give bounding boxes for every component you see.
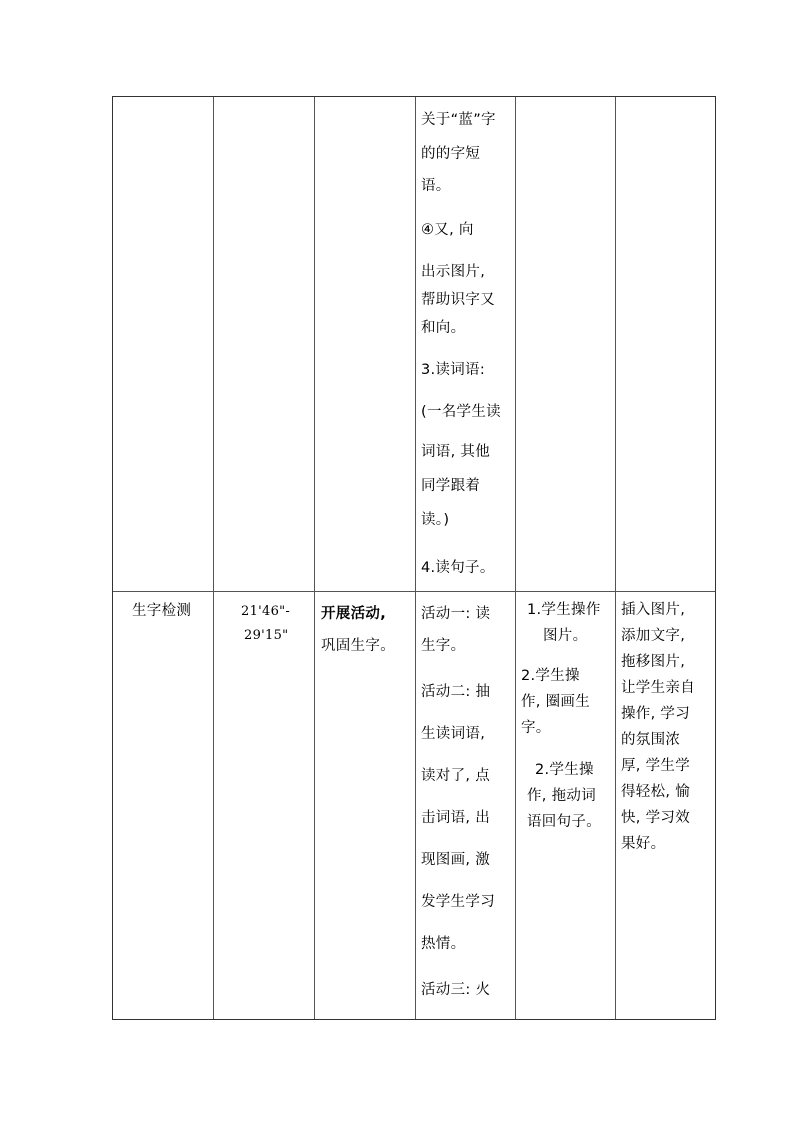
cell-text: 生字检测: [132, 603, 192, 619]
lesson-plan-table: [112, 96, 716, 1020]
cell-text: (一名学生读: [421, 404, 501, 420]
column-divider: [515, 97, 516, 1019]
cell-text: 4.读句子。: [421, 560, 495, 576]
cell-text: 帮助识字又: [421, 292, 495, 308]
cell-text: 语回句子。: [527, 814, 601, 830]
cell-text: 果好。: [621, 836, 666, 852]
cell-text: 的的字短: [421, 146, 481, 162]
cell-text: 活动二: 抽: [421, 684, 491, 700]
cell-text: 活动一: 读: [421, 606, 491, 622]
cell-text: 开展活动,: [321, 606, 387, 622]
cell-text: 字。: [521, 720, 551, 736]
cell-text: 关于“蓝”字: [421, 112, 496, 128]
cell-text: 出示图片,: [421, 264, 486, 280]
cell-text: 1.学生操作: [527, 602, 601, 618]
cell-text: 作, 拖动词: [527, 788, 597, 804]
cell-text: 21'46"-: [241, 604, 291, 619]
cell-text: 发学生学习: [421, 894, 495, 910]
cell-text: 作, 圈画生: [521, 694, 591, 710]
cell-text: 生读词语,: [421, 726, 486, 742]
row-divider: [113, 591, 715, 592]
column-divider: [415, 97, 416, 1019]
cell-text: 巩固生字。: [321, 638, 395, 654]
cell-text: 2.学生操: [535, 762, 594, 778]
cell-text: 拖移图片,: [621, 654, 686, 670]
cell-text: 读对了, 点: [421, 768, 491, 784]
cell-text: 和向。: [421, 320, 466, 336]
cell-text: 语。: [421, 178, 451, 194]
column-divider: [314, 97, 315, 1019]
cell-text: 击词语, 出: [421, 810, 491, 826]
cell-text: 得轻松, 愉: [621, 784, 691, 800]
column-divider: [213, 97, 214, 1019]
cell-text: 添加文字,: [621, 628, 686, 644]
cell-text: 操作, 学习: [621, 706, 691, 722]
cell-text: 活动三: 火: [421, 982, 491, 998]
cell-text: 快, 学习效: [621, 810, 691, 826]
cell-text: 插入图片,: [621, 602, 686, 618]
cell-text: 厚, 学生学: [621, 758, 691, 774]
cell-text: 热情。: [421, 936, 466, 952]
cell-text: ④又, 向: [421, 222, 474, 238]
cell-text: 让学生亲自: [621, 680, 695, 696]
cell-text: 读。): [421, 512, 450, 528]
cell-text: 2.学生操: [521, 668, 580, 684]
column-divider: [615, 97, 616, 1019]
cell-text: 生字。: [421, 638, 466, 654]
cell-text: 同学跟着: [421, 478, 481, 494]
cell-text: 图片。: [543, 628, 588, 644]
cell-text: 词语, 其他: [421, 444, 491, 460]
cell-text: 的氛围浓: [621, 732, 681, 748]
cell-text: 29'15": [244, 628, 289, 643]
cell-text: 3.读词语:: [421, 362, 486, 378]
cell-text: 现图画, 激: [421, 852, 491, 868]
